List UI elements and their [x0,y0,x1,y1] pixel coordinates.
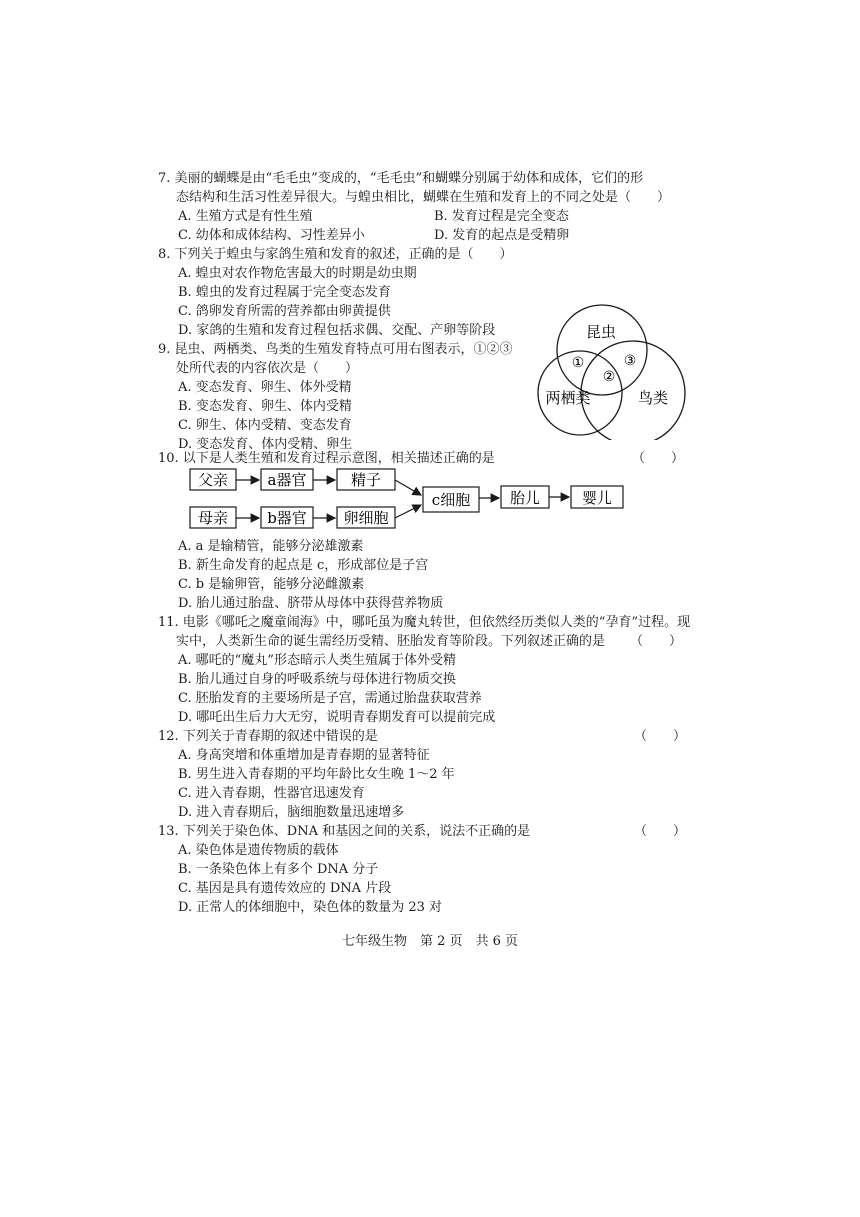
reproduction-flow-diagram [185,465,635,535]
q7-stem-line2: 态结构和生活习性差异很大。与蝗虫相比，蝴蝶在生殖和发育上的不同之处是（ ） [176,190,671,205]
q12-option-a: A. 身高突增和体重增加是青春期的显著特征 [178,748,430,763]
q7-option-b: B. 发育过程是完全变态 [434,209,569,224]
q10-option-d: D. 胎儿通过胎盘、脐带从母体中获得营养物质 [178,596,444,611]
q7-stem-line1: 7. 美丽的蝴蝶是由“毛毛虫”变成的，“毛毛虫”和蝴蝶分别属于幼体和成体，它们的形 [158,171,644,186]
arrow-egg-to-c [395,505,421,518]
box-b-organ-label: b器官 [267,509,307,527]
venn-diagram [530,300,690,440]
q12-stem: 12. 下列关于青春期的叙述中错误的是 [158,729,378,744]
q9-stem-line1: 9. 昆虫、两栖类、鸟类的生殖发育特点可用右图表示，①②③ [158,342,513,357]
q12-option-c: C. 进入青春期，性器官迅速发育 [178,786,365,801]
q12-option-b: B. 男生进入青春期的平均年龄比女生晚 1～2 年 [178,767,455,782]
q11-option-c: C. 胚胎发育的主要场所是子宫，需通过胎盘获取营养 [178,691,482,706]
box-egg-label: 卵细胞 [343,509,389,527]
q9-stem-line2: 处所代表的内容依次是（ ） [176,361,359,376]
q8-stem: 8. 下列关于蝗虫与家鸽生殖和发育的叙述，正确的是（ ） [158,247,513,262]
q7-option-d: D. 发育的起点是受精卵 [434,228,570,243]
q10-option-c: C. b 是输卵管，能够分泌雌激素 [178,577,365,592]
q9-option-d: D. 变态发育、体内受精、卵生 [178,437,353,452]
q12-option-d: D. 进入青春期后，脑细胞数量迅速增多 [178,805,405,820]
venn-marker-1: ① [571,355,585,371]
q12-answer-paren: （ ） [634,729,687,744]
page-footer: 七年级生物 第 2 页 共 6 页 [341,934,519,949]
box-fetus-label: 胎儿 [509,489,541,507]
q13-answer-paren: （ ） [634,824,687,839]
q11-option-a: A. 哪吒的“魔丸”形态暗示人类生殖属于体外受精 [178,653,456,668]
q9-option-c: C. 卵生、体内受精、变态发育 [178,418,352,433]
q8-option-a: A. 蝗虫对农作物危害最大的时期是幼虫期 [178,266,417,281]
box-c-cell-label: c细胞 [431,491,471,509]
q9-option-b: B. 变态发育、卵生、体内受精 [178,399,352,414]
venn-marker-2: ② [602,369,616,385]
q11-option-d: D. 哪吒出生后力大无穷，说明青春期发育可以提前完成 [178,710,496,725]
q11-stem-line2: 实中，人类新生命的诞生需经历受精、胚胎发育等阶段。下列叙述正确的是 [176,634,606,649]
q8-option-c: C. 鸽卵发育所需的营养都由卵黄提供 [178,304,391,319]
venn-label-amphibians: 两栖类 [545,389,591,407]
venn-marker-3: ③ [623,353,637,369]
q11-stem-line1: 11. 电影《哪吒之魔童闹海》中，哪吒虽为魔丸转世，但依然经历类似人类的“孕育”过程。现 [158,615,691,630]
box-a-organ-label: a器官 [267,471,307,489]
q13-option-a: A. 染色体是遗传物质的载体 [178,843,339,858]
q13-option-b: B. 一条染色体上有多个 DNA 分子 [178,862,379,877]
box-mother-label: 母亲 [197,509,229,527]
q13-stem: 13. 下列关于染色体、DNA 和基因之间的关系，说法不正确的是 [158,824,531,839]
box-father-label: 父亲 [197,471,229,489]
q13-option-c: C. 基因是具有遗传效应的 DNA 片段 [178,881,392,896]
q7-option-a: A. 生殖方式是有性生殖 [178,209,313,224]
q10-stem: 10. 以下是人类生殖和发育过程示意图，相关描述正确的是 [158,451,495,466]
q7-option-c: C. 幼体和成体结构、习性差异小 [178,228,365,243]
q10-answer-paren: （ ） [632,451,685,466]
q13-option-d: D. 正常人的体细胞中，染色体的数量为 23 对 [178,900,443,915]
q11-option-b: B. 胎儿通过自身的呼吸系统与母体进行物质交换 [178,672,456,687]
arrow-sperm-to-c [395,480,421,495]
box-sperm-label: 精子 [350,471,382,489]
q10-option-a: A. a 是输精管，能够分泌雄激素 [178,539,364,554]
q10-option-b: B. 新生命发育的起点是 c，形成部位是子宫 [178,558,429,573]
q8-option-d: D. 家鸽的生殖和发育过程包括求偶、交配、产卵等阶段 [178,323,496,338]
venn-label-birds: 鸟类 [637,389,669,407]
q9-option-a: A. 变态发育、卵生、体外受精 [178,380,352,395]
venn-label-insects: 昆虫 [585,323,617,341]
q8-option-b: B. 蝗虫的发育过程属于完全变态发育 [178,285,391,300]
box-baby-label: 婴儿 [581,489,613,507]
q11-answer-paren: （ ） [630,634,683,649]
